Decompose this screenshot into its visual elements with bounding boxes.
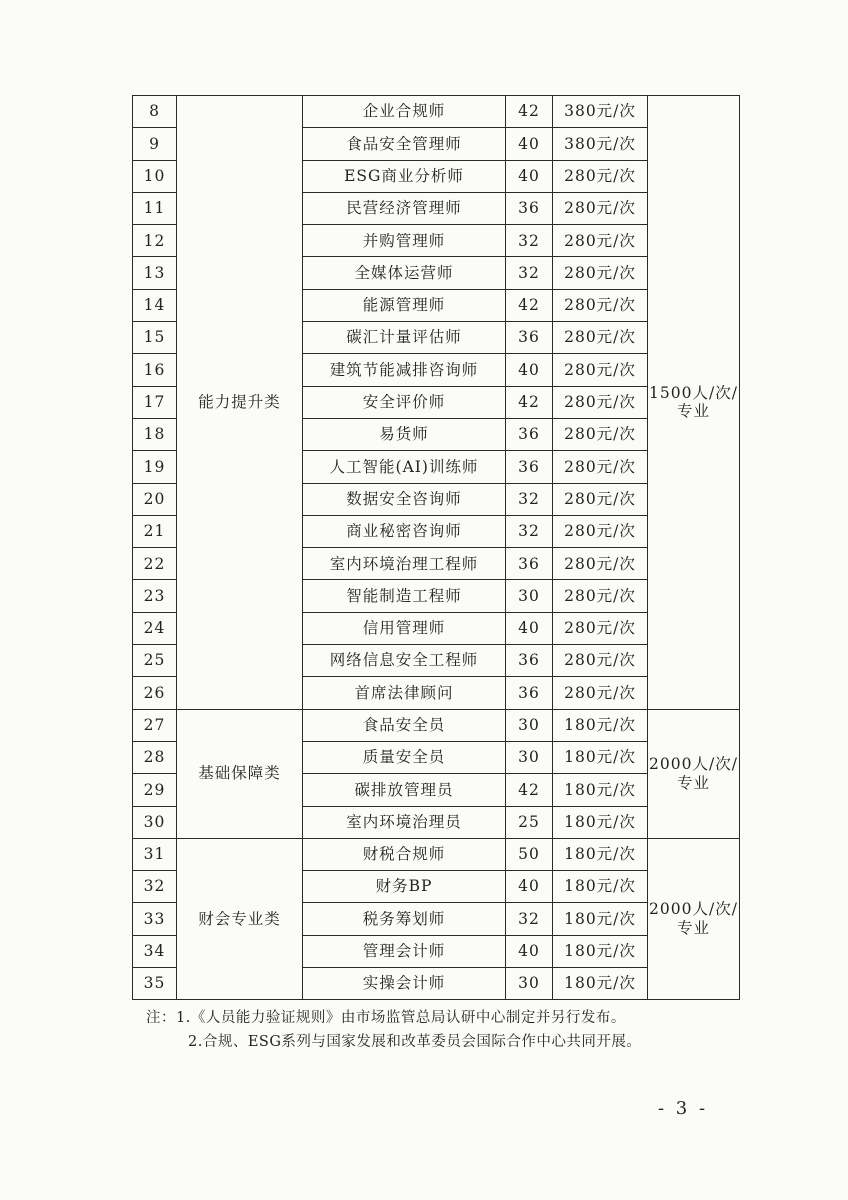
profession-name: 信用管理师 bbox=[303, 612, 506, 644]
course-hours: 30 bbox=[506, 709, 553, 741]
course-hours: 40 bbox=[506, 935, 553, 967]
row-number: 31 bbox=[133, 838, 177, 870]
fee-cell: 280元/次 bbox=[553, 451, 648, 483]
course-hours: 32 bbox=[506, 515, 553, 547]
profession-name: 税务筹划师 bbox=[303, 903, 506, 935]
profession-name: 易货师 bbox=[303, 418, 506, 450]
row-number: 18 bbox=[133, 418, 177, 450]
fee-cell: 280元/次 bbox=[553, 483, 648, 515]
profession-name: 企业合规师 bbox=[303, 96, 506, 128]
note-line-1: 注：1.《人员能力验证规则》由市场监管总局认研中心制定并另行发布。 bbox=[146, 1010, 626, 1026]
row-number: 12 bbox=[133, 225, 177, 257]
row-number: 17 bbox=[133, 386, 177, 418]
row-number: 27 bbox=[133, 709, 177, 741]
course-hours: 50 bbox=[506, 838, 553, 870]
fee-cell: 180元/次 bbox=[553, 871, 648, 903]
fee-cell: 280元/次 bbox=[553, 322, 648, 354]
course-hours: 36 bbox=[506, 548, 553, 580]
fee-cell: 280元/次 bbox=[553, 418, 648, 450]
quota-cell: 2000人/次/专业 bbox=[648, 709, 740, 838]
row-number: 22 bbox=[133, 548, 177, 580]
row-number: 32 bbox=[133, 871, 177, 903]
profession-name: 民营经济管理师 bbox=[303, 192, 506, 224]
row-number: 34 bbox=[133, 935, 177, 967]
row-number: 33 bbox=[133, 903, 177, 935]
fee-cell: 280元/次 bbox=[553, 515, 648, 547]
course-hours: 32 bbox=[506, 225, 553, 257]
profession-name: ESG商业分析师 bbox=[303, 160, 506, 192]
row-number: 13 bbox=[133, 257, 177, 289]
course-hours: 25 bbox=[506, 806, 553, 838]
profession-name: 安全评价师 bbox=[303, 386, 506, 418]
course-hours: 42 bbox=[506, 96, 553, 128]
course-hours: 30 bbox=[506, 741, 553, 773]
fee-cell: 280元/次 bbox=[553, 645, 648, 677]
profession-name: 数据安全咨询师 bbox=[303, 483, 506, 515]
quota-cell: 1500人/次/专业 bbox=[648, 96, 740, 710]
row-number: 14 bbox=[133, 289, 177, 321]
fee-cell: 180元/次 bbox=[553, 806, 648, 838]
row-number: 29 bbox=[133, 774, 177, 806]
row-number: 28 bbox=[133, 741, 177, 773]
profession-name: 首席法律顾问 bbox=[303, 677, 506, 709]
fee-cell: 180元/次 bbox=[553, 838, 648, 870]
course-hours: 40 bbox=[506, 128, 553, 160]
table-body bbox=[133, 96, 740, 1000]
row-number: 30 bbox=[133, 806, 177, 838]
row-number: 16 bbox=[133, 354, 177, 386]
table-row bbox=[133, 96, 740, 128]
fee-cell: 280元/次 bbox=[553, 548, 648, 580]
category-cell: 财会专业类 bbox=[177, 838, 303, 999]
fee-cell: 180元/次 bbox=[553, 968, 648, 1000]
category-cell: 能力提升类 bbox=[177, 96, 303, 710]
course-hours: 36 bbox=[506, 677, 553, 709]
row-number: 9 bbox=[133, 128, 177, 160]
profession-name: 智能制造工程师 bbox=[303, 580, 506, 612]
course-hours: 30 bbox=[506, 580, 553, 612]
profession-name: 碳排放管理员 bbox=[303, 774, 506, 806]
row-number: 20 bbox=[133, 483, 177, 515]
profession-name: 网络信息安全工程师 bbox=[303, 645, 506, 677]
profession-name: 商业秘密咨询师 bbox=[303, 515, 506, 547]
course-hours: 36 bbox=[506, 322, 553, 354]
fee-cell: 280元/次 bbox=[553, 677, 648, 709]
course-hours: 36 bbox=[506, 451, 553, 483]
row-number: 24 bbox=[133, 612, 177, 644]
course-hours: 42 bbox=[506, 386, 553, 418]
course-hours: 40 bbox=[506, 612, 553, 644]
fee-cell: 280元/次 bbox=[553, 580, 648, 612]
table-row bbox=[133, 709, 740, 741]
course-fee-table bbox=[132, 95, 740, 1000]
course-hours: 42 bbox=[506, 774, 553, 806]
profession-name: 人工智能(AI)训练师 bbox=[303, 451, 506, 483]
profession-name: 碳汇计量评估师 bbox=[303, 322, 506, 354]
course-hours: 36 bbox=[506, 192, 553, 224]
profession-name: 室内环境治理员 bbox=[303, 806, 506, 838]
profession-name: 能源管理师 bbox=[303, 289, 506, 321]
fee-cell: 180元/次 bbox=[553, 935, 648, 967]
row-number: 10 bbox=[133, 160, 177, 192]
course-hours: 32 bbox=[506, 483, 553, 515]
profession-name: 财税合规师 bbox=[303, 838, 506, 870]
category-cell: 基础保障类 bbox=[177, 709, 303, 838]
fee-cell: 180元/次 bbox=[553, 903, 648, 935]
fee-cell: 180元/次 bbox=[553, 741, 648, 773]
fee-cell: 280元/次 bbox=[553, 386, 648, 418]
course-hours: 32 bbox=[506, 903, 553, 935]
fee-cell: 380元/次 bbox=[553, 128, 648, 160]
fee-cell: 380元/次 bbox=[553, 96, 648, 128]
quota-cell: 2000人/次/专业 bbox=[648, 838, 740, 999]
fee-cell: 280元/次 bbox=[553, 160, 648, 192]
course-hours: 36 bbox=[506, 645, 553, 677]
table-row bbox=[133, 838, 740, 870]
course-hours: 40 bbox=[506, 354, 553, 386]
fee-cell: 280元/次 bbox=[553, 225, 648, 257]
course-hours: 40 bbox=[506, 871, 553, 903]
profession-name: 实操会计师 bbox=[303, 968, 506, 1000]
profession-name: 全媒体运营师 bbox=[303, 257, 506, 289]
row-number: 25 bbox=[133, 645, 177, 677]
fee-cell: 280元/次 bbox=[553, 192, 648, 224]
course-hours: 30 bbox=[506, 968, 553, 1000]
profession-name: 室内环境治理工程师 bbox=[303, 548, 506, 580]
row-number: 23 bbox=[133, 580, 177, 612]
fee-cell: 180元/次 bbox=[553, 709, 648, 741]
fee-cell: 280元/次 bbox=[553, 612, 648, 644]
fee-cell: 280元/次 bbox=[553, 354, 648, 386]
course-hours: 40 bbox=[506, 160, 553, 192]
course-hours: 32 bbox=[506, 257, 553, 289]
fee-cell: 280元/次 bbox=[553, 257, 648, 289]
profession-name: 食品安全员 bbox=[303, 709, 506, 741]
profession-name: 财务BP bbox=[303, 871, 506, 903]
fee-cell: 280元/次 bbox=[553, 289, 648, 321]
profession-name: 并购管理师 bbox=[303, 225, 506, 257]
profession-name: 质量安全员 bbox=[303, 741, 506, 773]
note-line-2: 2.合规、ESG系列与国家发展和改革委员会国际合作中心共同开展。 bbox=[188, 1034, 642, 1050]
row-number: 15 bbox=[133, 322, 177, 354]
profession-name: 食品安全管理师 bbox=[303, 128, 506, 160]
row-number: 8 bbox=[133, 96, 177, 128]
fee-cell: 180元/次 bbox=[553, 774, 648, 806]
course-hours: 42 bbox=[506, 289, 553, 321]
row-number: 21 bbox=[133, 515, 177, 547]
row-number: 26 bbox=[133, 677, 177, 709]
row-number: 11 bbox=[133, 192, 177, 224]
row-number: 35 bbox=[133, 968, 177, 1000]
profession-name: 管理会计师 bbox=[303, 935, 506, 967]
profession-name: 建筑节能减排咨询师 bbox=[303, 354, 506, 386]
course-hours: 36 bbox=[506, 418, 553, 450]
page-number: - 3 - bbox=[658, 1098, 709, 1119]
row-number: 19 bbox=[133, 451, 177, 483]
